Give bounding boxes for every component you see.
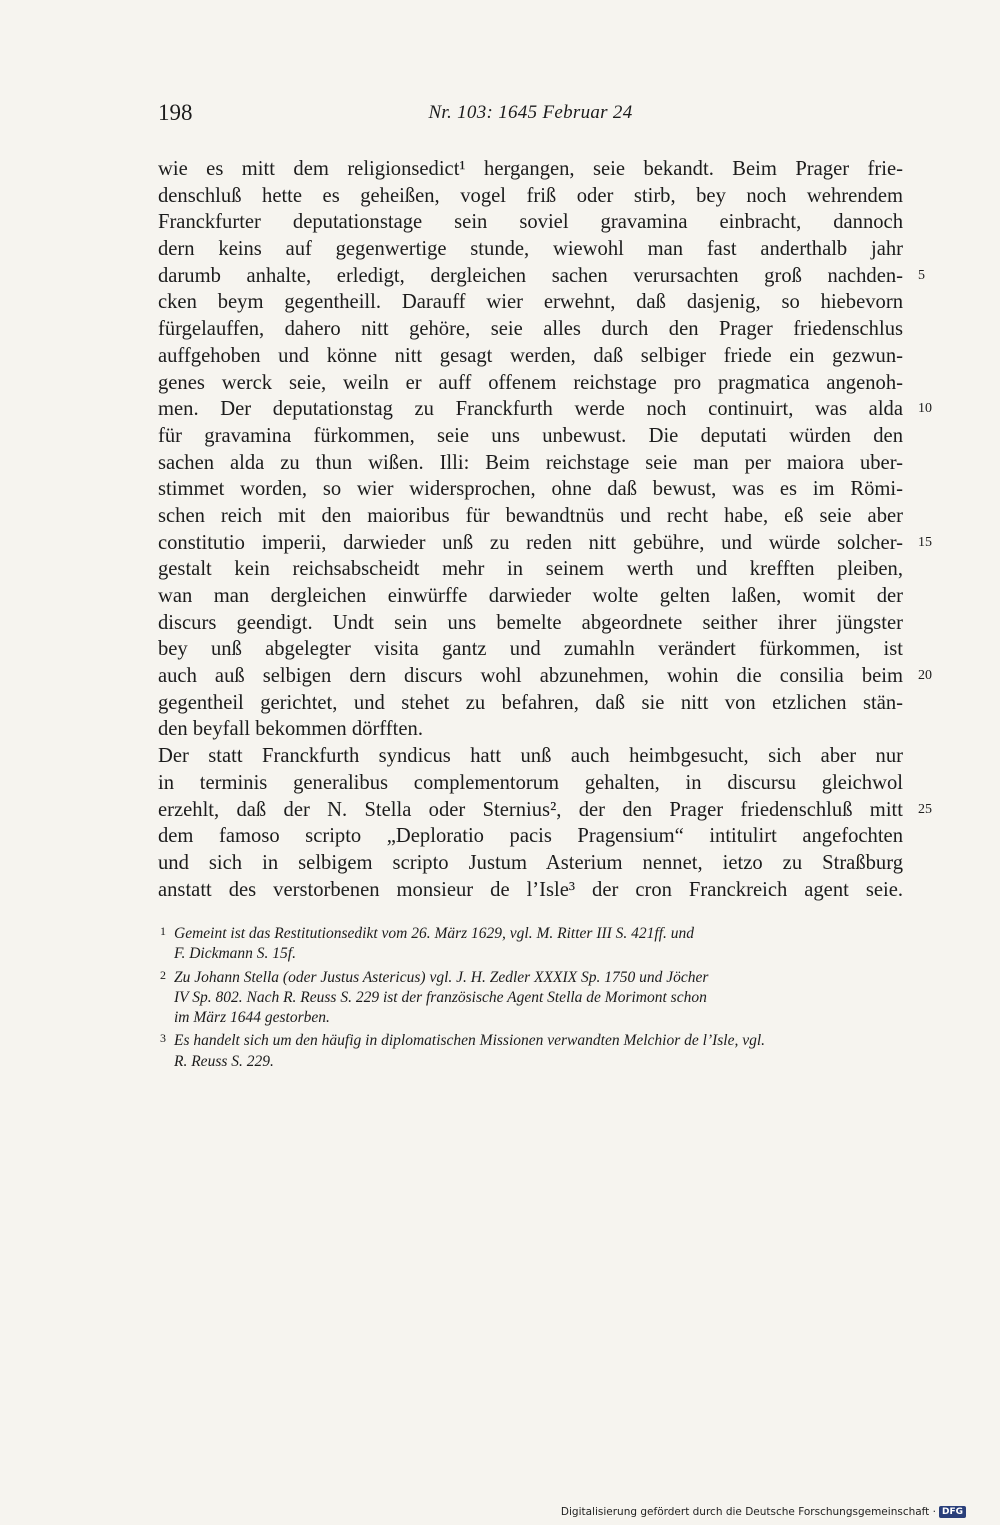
text-line: sachen alda zu thun wißen. Illi: Beim reichstage seie man per maiora uber- <box>158 451 903 474</box>
text-line: in terminis generalibus complementorum gehalten, in discursu gleichwol <box>158 771 903 794</box>
running-head: Nr. 103: 1645 Februar 24 <box>428 102 633 123</box>
page-number: 198 <box>158 100 193 125</box>
line-number: 25 <box>918 801 932 817</box>
text-line: auffgehoben und könne nitt gesagt werden, daß selbiger friede ein gezwun- <box>158 344 903 367</box>
footnote-mark: 1 <box>160 924 166 938</box>
line-number: 5 <box>918 267 925 283</box>
text-line: fürgelauffen, dahero nitt gehöre, seie alles durch den Prager friedenschlus <box>158 318 903 341</box>
footnote <box>158 1031 903 1072</box>
footnote-line: im März 1644 gestorben. <box>174 1009 330 1027</box>
text-line: auch auß selbigen dern discurs wohl abzunehmen, wohin die consilia beim 20 <box>158 663 903 690</box>
digitization-credit <box>561 1506 966 1518</box>
footnote-line: IV Sp. 802. Nach R. Reuss S. 229 ist der französische Agent Stella de Morimont schon <box>174 988 707 1006</box>
text-line: und sich in selbigem scripto Justum Asterium nennet, ietzo zu Straßburg <box>158 851 903 874</box>
credit-text: Digitalisierung gefördert durch die Deutsche Forschungsgemeinschaft · <box>560 1506 936 1518</box>
text-line: den beyfall bekommen dörfften. <box>158 718 423 741</box>
text-line: genes werck seie, weiln er auff offenem reichstage pro pragmatica angenoh- <box>158 371 903 394</box>
text-line: für gravamina fürkommen, seie uns unbewust. Die deputati würden den <box>158 424 903 447</box>
text-line: gestalt kein reichsabscheidt mehr in seinem werth und krefften pleiben, <box>158 558 903 581</box>
footnote-line: F. Dickmann S. 15f. <box>174 945 296 963</box>
text-line: wie es mitt dem religionsedict¹ hergangen, seie bekandt. Beim Prager frie- <box>158 158 903 180</box>
text-line: dern keins auf gegenwertige stunde, wiewohl man fast anderthalb jahr <box>158 238 903 261</box>
text-line: gegentheil gerichtet, und stehet zu befahren, daß sie nitt von etzlichen stän- <box>158 691 903 714</box>
main-text <box>158 156 932 903</box>
line-number: 20 <box>918 668 932 684</box>
text-line: Der statt Franckfurth syndicus hatt unß auch heimbgesucht, sich aber nur <box>158 745 903 768</box>
footnotes <box>158 924 903 1075</box>
footnote <box>158 968 903 1029</box>
text-line: schen reich mit den maioribus für bewandtnüs und recht habe, eß seie aber <box>158 504 903 527</box>
text-line: constitutio imperii, darwieder unß zu reden nitt gebühre, und würde solcher- 15 <box>158 530 903 557</box>
text-line: bey unß abgelegter visita gantz und zumahln verändert fürkommen, ist <box>158 638 903 661</box>
page-header <box>158 100 903 130</box>
dfg-logo: DFG <box>939 1506 966 1518</box>
footnote <box>158 924 903 965</box>
text-line: dem famoso scripto „Deploratio pacis Pragensium“ intitulirt angefochten <box>158 825 903 848</box>
text-line: wan man dergleichen einwürffe darwieder wolte gelten laßen, womit der <box>158 585 903 607</box>
line-number: 10 <box>918 401 932 417</box>
text-line: stimmet worden, so wier widersprochen, ohne daß bewust, was es im Römi- <box>158 478 903 501</box>
text-line: Franckfurter deputationstage sein soviel gravamina einbracht, dannoch <box>158 211 903 234</box>
text-line: darumb anhalte, erledigt, dergleichen sachen verursachten groß nachden- 5 <box>158 263 903 290</box>
footnote-line: Zu Johann Stella (oder Justus Astericus) vgl. J. H. Zedler XXXIX Sp. 1750 und Jöcher <box>174 968 709 986</box>
text-line: denschluß hette es geheißen, vogel friß oder stirb, bey noch wehrendem <box>158 184 903 207</box>
text-line: anstatt des verstorbenen monsieur de l’Isle³ der cron Franckreich agent seie. <box>158 878 903 901</box>
text-line: men. Der deputationstag zu Franckfurth werde noch continuirt, was alda 10 <box>158 396 903 423</box>
footnote-line: Es handelt sich um den häufig in diplomatischen Missionen verwandten Melchior de l’Isle, vgl. <box>174 1032 766 1050</box>
text-line: erzehlt, daß der N. Stella oder Sternius², der den Prager friedenschluß mitt 25 <box>158 797 903 824</box>
line-number: 15 <box>918 534 932 550</box>
footnote-mark: 2 <box>160 967 166 982</box>
text-line: cken beym gegentheill. Darauff wier erwehnt, daß dasjenig, so hiebevorn <box>158 291 903 314</box>
footnote-line: Gemeint ist das Restitutionsedikt vom 26. März 1629, vgl. M. Ritter III S. 421ff. und <box>174 925 695 942</box>
footnote-line: R. Reuss S. 229. <box>174 1052 274 1070</box>
text-line: discurs geendigt. Undt sein uns bemelte abgeordnete seither ihrer jüngster <box>158 611 903 634</box>
footnote-mark: 3 <box>160 1031 166 1046</box>
